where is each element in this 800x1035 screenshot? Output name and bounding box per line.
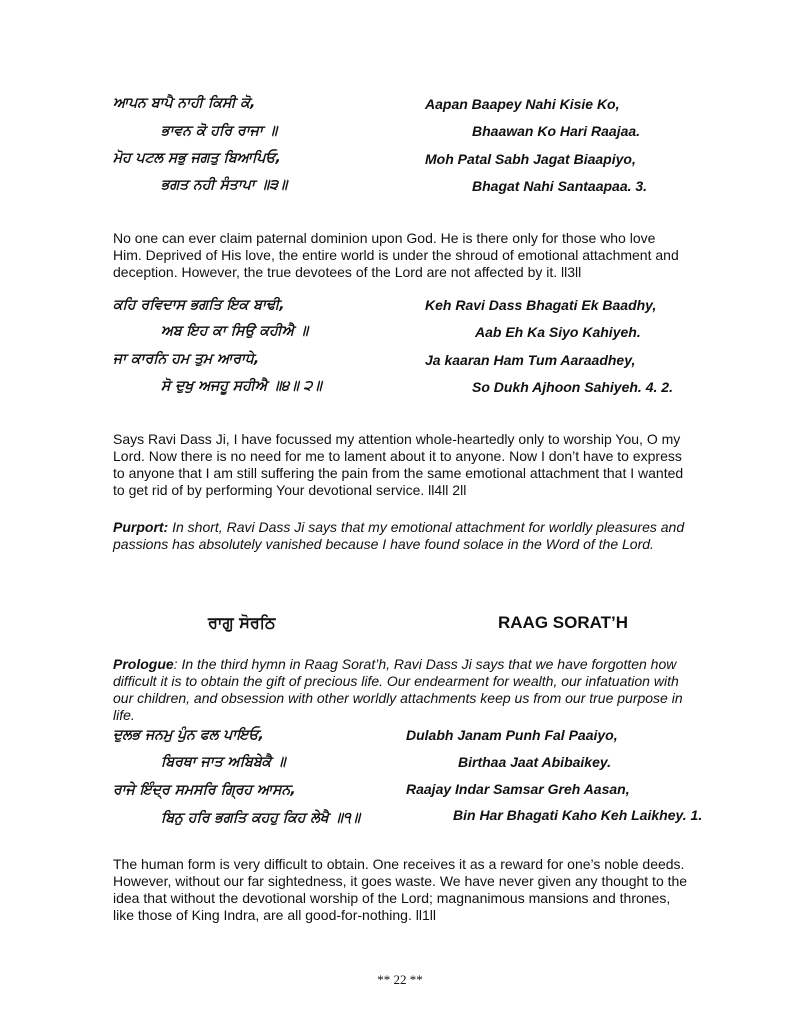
gurmukhi-line: ਰਾਜੇ ਇੰਦ੍ਰ ਸਮਸਰਿ ਗ੍ਰਿਹ ਆਸਨ,: [113, 782, 296, 798]
gurmukhi-line: ਜਾ ਕਾਰਨਿ ਹਮ ਤੁਮ ਆਰਾਧੇ,: [113, 351, 260, 367]
gurmukhi-line: ਦੁਲਭ ਜਨਮੁ ਪੁੰਨ ਫਲ ਪਾਇਓ,: [113, 727, 264, 743]
explanation-paragraph-1: No one can ever claim paternal dominion upon God. He is there only for those who love Him. Deprived of His love, the entire world is under the shroud of emotional attachment and deception. However, the true devotees of the Lord are not affected by it. ll3ll: [113, 230, 679, 280]
gurmukhi-line: ਅਬ ਇਹ ਕਾ ਸਿਉ ਕਹੀਐ ॥: [161, 323, 309, 339]
gurmukhi-line: ਕਹਿ ਰਵਿਦਾਸ ਭਗਤਿ ਇਕ ਬਾਢੀ,: [113, 297, 285, 313]
transliteration-line: Aab Eh Ka Siyo Kahiyeh.: [475, 324, 641, 340]
gurmukhi-line: ਭਗਤ ਨਹੀ ਸੰਤਾਪਾ ॥੩॥: [161, 177, 288, 193]
transliteration-line: Keh Ravi Dass Bhagati Ek Baadhy,: [425, 297, 657, 313]
purport-label: Purport:: [113, 519, 169, 535]
transliteration-line: Aapan Baapey Nahi Kisie Ko,: [425, 96, 620, 112]
explanation-paragraph-3: The human form is very difficult to obtain. One receives it as a reward for one’s noble deeds. However, without our far sightedness, it goes waste. We have never given any thought to the idea that without the devotional worship of the Lord; magnanimous mansions and thrones, like those of King Indra, are all good-for-nothing. ll1ll: [113, 856, 688, 923]
gurmukhi-line: ਬਿਨੁ ਹਰਿ ਭਗਤਿ ਕਹਹੁ ਕਿਹ ਲੇਖੈ ॥੧॥: [161, 810, 361, 826]
gurmukhi-line: ਭਾਵਨ ਕੋ ਹਰਿ ਰਾਜਾ ॥: [161, 123, 278, 139]
gurmukhi-line: ਸੋ ਦੁਖੁ ਅਜਹੂ ਸਹੀਐ ॥੪॥ ੨॥: [161, 378, 322, 394]
gurmukhi-line: ਆਪਨ ਬਾਪੈ ਨਾਹੀ ਕਿਸੀ ਕੋ,: [113, 95, 256, 111]
transliteration-line: Bhaawan Ko Hari Raajaa.: [472, 123, 641, 139]
transliteration-line: Ja kaaran Ham Tum Aaraadhey,: [425, 352, 636, 368]
purport-text: In short, Ravi Dass Ji says that my emotional attachment for worldly pleasures and passions has absolutely vanished because I have found solace in the Word of the Lord.: [113, 519, 685, 552]
gurmukhi-line: ਬਿਰਥਾ ਜਾਤ ਅਬਿਬੇਕੈ ॥: [161, 754, 286, 770]
transliteration-line: So Dukh Ajhoon Sahiyeh. 4. 2.: [472, 379, 673, 395]
purport-paragraph: [113, 519, 688, 553]
transliteration-line: Bin Har Bhagati Kaho Keh Laikhey. 1.: [453, 807, 703, 823]
prologue-paragraph: [113, 656, 688, 724]
raag-title-heading: RAAG SORAT’H: [498, 613, 629, 632]
transliteration-line: Raajay Indar Samsar Greh Aasan,: [406, 781, 630, 797]
transliteration-line: Bhagat Nahi Santaapaa. 3.: [472, 178, 648, 194]
transliteration-line: Dulabh Janam Punh Fal Paaiyo,: [406, 727, 618, 743]
prologue-text: : In the third hymn in Raag Sorat’h, Ravi Dass Ji says that we have forgotten how difficult it is to obtain the gift of precious life. Our endearment for wealth, our infatuation with our children, and obsession with other worldly attachments keep us from our true purpose in life.: [113, 656, 683, 723]
explanation-paragraph-2: Says Ravi Dass Ji, I have focussed my attention whole-heartedly only to worship You, O my Lord. Now there is no need for me to lament about it to anyone. Now I don’t have to express to anyone that I am still suffering the pain from the same emotional attachment that I wanted to get rid of by performing Your devotional service. ll4ll 2ll: [113, 431, 684, 498]
prologue-label: Prologue: [113, 656, 174, 672]
transliteration-line: Birthaa Jaat Abibaikey.: [458, 754, 612, 770]
page-number: ** 22 **: [377, 972, 423, 987]
transliteration-line: Moh Patal Sabh Jagat Biaapiyo,: [425, 151, 636, 167]
raag-gurmukhi-heading: ਰਾਗੁ ਸੋਰਠਿ: [208, 613, 276, 632]
gurmukhi-line: ਮੋਹ ਪਟਲ ਸਭੁ ਜਗਤੁ ਬਿਆਪਿਓ,: [113, 150, 281, 166]
